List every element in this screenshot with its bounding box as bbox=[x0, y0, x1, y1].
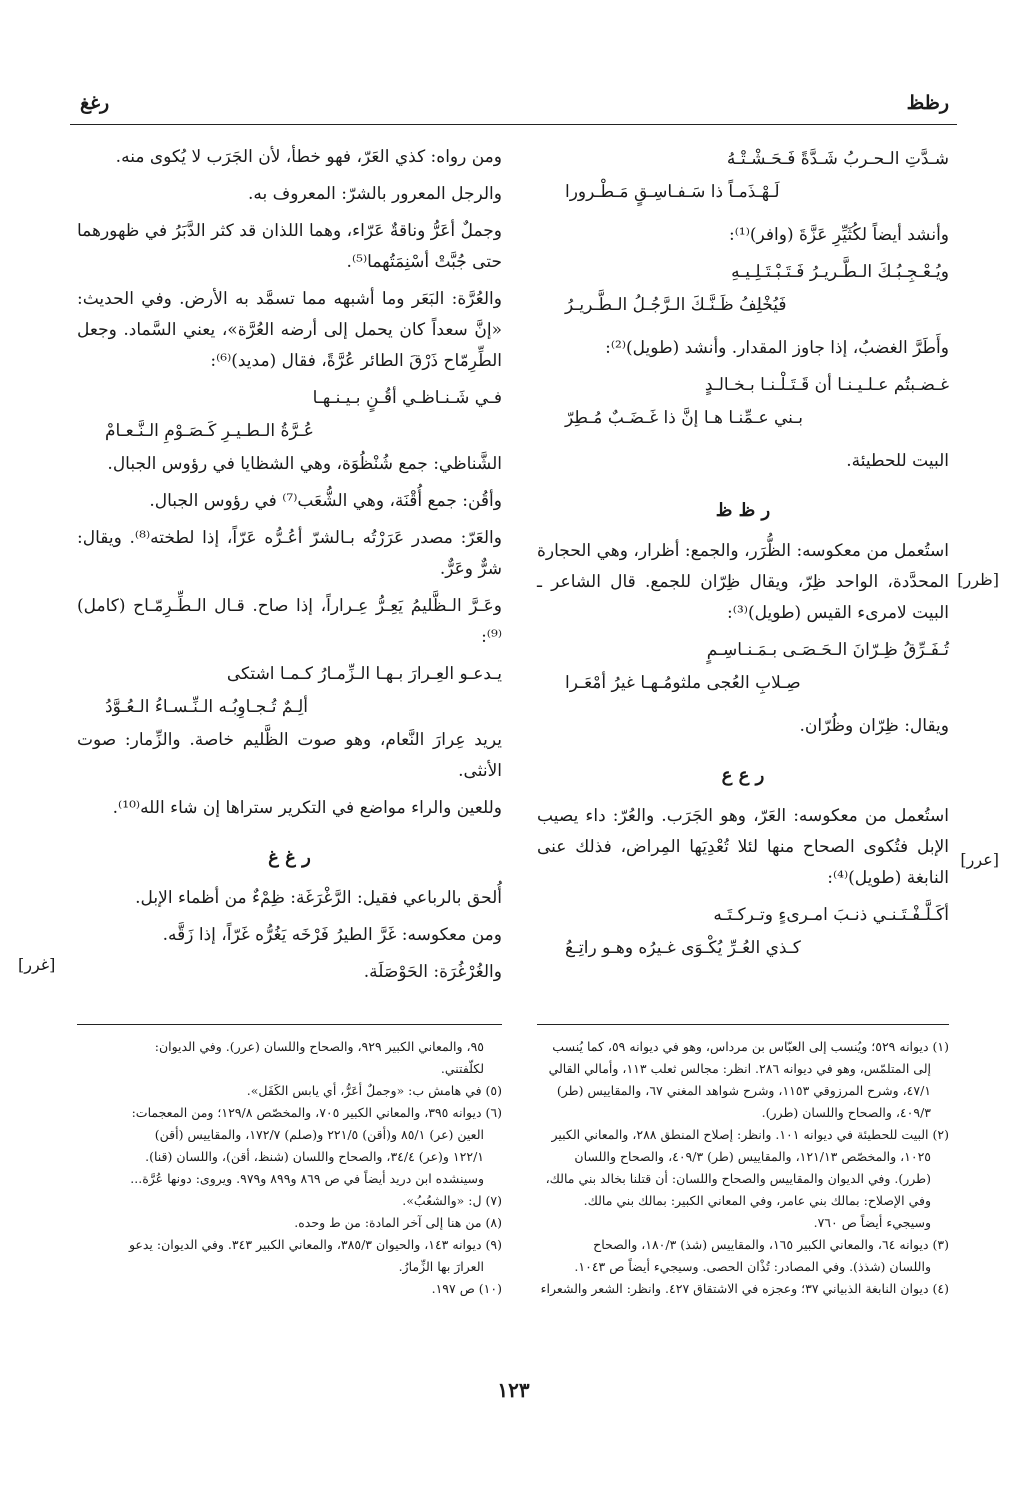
footnote-line: العرارَ بها الزِّمارُ. bbox=[398, 1259, 484, 1274]
paragraph: وأقُن: جمع أُقْنَة، وهي الشُّعَب⁽⁷⁾ في رؤوس الجبال. bbox=[149, 491, 502, 511]
left-column bbox=[77, 142, 502, 994]
footnote-rule bbox=[77, 1024, 502, 1025]
footnote-rule bbox=[537, 1024, 949, 1025]
paragraph: والعُرَّة: البَعَر وما أشبهه مما تسمَّد به الأرض. وفي الحديث: «إنَّ سعداً كان يحمل إلى أرضه العُرَّة»، يعني السَّماد. وجعل الطِّرِمّاح ذَرْقَ الطائر عُرَّةً، فقال (مديد)⁽⁶⁾: bbox=[77, 289, 502, 371]
verse-hemistich: غـضـبتُم عـلـيـنـا أن قَـتَـلْـنـا بـخـالـدٍ bbox=[704, 375, 949, 395]
paragraph: استُعمل من معكوسه: العَرّ، وهو الجَرَب. والعُرّ: داء يصيب الإبل فتُكوى الصحاح منها لئلا تُعْدِيَها المِراض، فذلك عنى النابغة (طويل)⁽⁴⁾: bbox=[537, 806, 949, 888]
footnote-line: (١) ديوانه ٥٢٩؛ ويُنسب إلى العبّاس بن مرداس، وهو في ديوانه ٥٩، كما يُنسب bbox=[552, 1039, 949, 1054]
paragraph: ومن معكوسه: غَرَّ الطيرُ فَرْخَه يَغُرُّه غَرّاً، إذا زَقَّه. bbox=[162, 925, 502, 945]
footnote-line: وفي الإصلاح: بمالك بني عامر، وفي المعاني الكبير: بمالك بني مالك. bbox=[583, 1193, 931, 1208]
verse-hemistich: عُـرَّةُ الـطـيـرِ كَـصَـوْمِ الـنَّـعـامْ bbox=[105, 421, 314, 441]
verse-hemistich: ويُـعْـجِـبُـكَ الـطَّـريـرُ فَـتَـبْـتَـلِـيـهِ bbox=[731, 262, 949, 282]
paragraph: ومن رواه: كذي العَرّ، فهو خطأ، لأن الجَرَب لا يُكوى منه. bbox=[115, 147, 502, 167]
paragraph: وأَطَرَّ الغضبُ، إذا جاوز المقدار. وأنشد (طويل)⁽²⁾: bbox=[605, 338, 949, 358]
paragraph: الشَّناظي: جمع شُنْظُوَة، وهي الشظايا في رؤوس الجبال. bbox=[107, 454, 502, 474]
right-column bbox=[537, 142, 949, 966]
footnote-line: ٤٧/١، وشرح المرزوقي ١١٥٣، وشرح شواهد المغني ٦٧، والمقاييس (طر) bbox=[556, 1083, 931, 1098]
paragraph: وعَـرَّ الـظَّليمُ يَعِـرُّ عِـراراً، إذا صاح. قـال الـطِّـرِمّـاح (كامل)⁽⁹⁾: bbox=[77, 596, 502, 647]
verse-hemistich: كـذي العُـرِّ يُكْـوَى غـيرُه وهـو راتِـعُ bbox=[565, 938, 801, 958]
footnote-line: (١٠) ص ١٩٧. bbox=[431, 1281, 502, 1296]
entry-tag: [عرر] bbox=[960, 850, 999, 869]
root-heading: ر غ غ bbox=[268, 847, 311, 868]
footnote-line: (٣) ديوانه ٦٤، والمعاني الكبير ١٦٥، والمقاييس (شذ) ١٨٠/٣، والصحاح bbox=[593, 1237, 949, 1252]
footnote-line: (٨) من هنا إلى آخر المادة: من ط وحده. bbox=[294, 1215, 502, 1230]
paragraph: البيت للحطيئة. bbox=[846, 451, 949, 471]
footnotes-left bbox=[77, 1036, 502, 1300]
paragraph: والغُرْغُرَة: الحَوْصَلَة. bbox=[363, 962, 502, 982]
footnote-line: ١٠٢٥، والمخصّص ١٢١/١٣، والمقاييس (طر) ٤٠٩/٣، والصحاح واللسان bbox=[574, 1149, 931, 1164]
paragraph: والعَرّ: مصدر عَرَرْتُه بـالشرّ أعُـرُّه عَرّاً، إذا لطخته⁽⁸⁾. ويقال: شرٌّ وعَرٌّ. bbox=[77, 528, 502, 579]
footnote-line: وسينشده ابن دريد أيضاً في ص ٨٦٩ و٨٩٩ و٩٧٩. ويروى: دونها عُرَّة... bbox=[130, 1171, 484, 1186]
footnote-line: لكلّفتني. bbox=[440, 1061, 484, 1076]
footnote-line: (٤) ديوان النابغة الذبياني ٣٧؛ وعجزه في الاشتقاق ٤٢٧. وانظر: الشعر والشعراء bbox=[540, 1281, 949, 1296]
footnote-line: ٤٠٩/٣، والصحاح واللسان (طرر). bbox=[761, 1105, 931, 1120]
footnote-line: العين (عر) ٨٥/١ و(أقن) ٢٢١/٥ و(صلم) ١٧٢/٧، والمقاييس (أقن) bbox=[154, 1127, 484, 1142]
paragraph: استُعمل من معكوسه: الظُّرَر، والجمع: أظرار، وهي الحجارة المحدَّدة، الواحد ظِرّ، ويقال ظِرّان للجمع. قال الشاعر ـ البيت لامرىء القيس (طويل)⁽³⁾: bbox=[537, 541, 949, 623]
verse-hemistich: أكَـلَّـفْـتَـنـي ذنـبَ امـرىءٍ وتـركـتَـه bbox=[713, 905, 949, 925]
paragraph: أُلحق بالرباعي فقيل: الرَّغْرَغَة: ظِمْءٌ من أظماء الإبل. bbox=[135, 888, 502, 908]
footnote-line: (٥) في هامش ب: «وجملٌ أعَرُّ، أي يابس الكَفَل». bbox=[246, 1083, 502, 1098]
verse-hemistich: تُـفَـرِّقُ ظِـرّانَ الـحَـصَـى بـمَـنـاسِـمٍ bbox=[706, 640, 949, 660]
running-header-right: رظظ bbox=[906, 92, 949, 114]
verse-hemistich: فـي شَـنـاظـي أقُـنٍ بـيـنـهـا bbox=[312, 388, 502, 408]
verse-hemistich: شـدَّتِ الـحـربُ شَـدَّةً فَـحَـشْـتْـهُ bbox=[726, 149, 949, 169]
footnote-line: وسيجيء أيضاً ص ٧٦٠. bbox=[813, 1215, 931, 1230]
footnote-line: واللسان (شذذ). وفي المصادر: تُذْان الحصى. وسيجيء أيضاً ص ١٠٤٣. bbox=[574, 1259, 931, 1274]
paragraph: يريد عِرارَ النَّعام، وهو صوت الظَّليم خاصة. والزِّمار: صوت الأنثى. bbox=[77, 730, 502, 781]
footnote-line: (٩) ديوانه ١٤٣، والحيوان ٣٨٥/٣، والمعاني الكبير ٣٤٣. وفي الديوان: يدعو bbox=[128, 1237, 502, 1252]
footnote-line: (٧) ل: «والشعُبُ». bbox=[402, 1193, 502, 1208]
entry-tag: [غرر] bbox=[18, 955, 56, 974]
footnotes-right bbox=[537, 1036, 949, 1300]
paragraph: وجملٌ أعَرُّ وناقةٌ عَرّاء، وهما اللذان قد كثر الدَّبَرُ في ظهورهما حتى جُبَّتْ أسْنِمَتُهما⁽⁵⁾. bbox=[77, 221, 502, 272]
paragraph: ويقال: ظِرّان وظُرّان. bbox=[799, 716, 949, 736]
footnote-line: ٩٥، والمعاني الكبير ٩٢٩، والصحاح واللسان (عرر). وفي الديوان: bbox=[154, 1039, 484, 1054]
verse-hemistich: ألِـمٌ تُـجـاوِبُـه الـنِّـسـاءُ الـعُـوَّدُ bbox=[105, 697, 309, 717]
footnote-line: (طرر). وفي الديوان والمقاييس والصحاح واللسان: أن قتلنا بخالد بني مالك، bbox=[545, 1171, 931, 1186]
verse-hemistich: فَيُخْلِفُ ظَـنَّـكَ الـرَّجُـلُ الـطَّـريـرُ bbox=[565, 295, 787, 315]
verse-hemistich: صِـلابِ العُجى ملثومُـهـا غيرُ أمْعَـرا bbox=[565, 673, 801, 693]
page-number: ١٢٣ bbox=[497, 1378, 530, 1402]
running-header-left: رغغ bbox=[80, 92, 110, 114]
footnote-line: (٦) ديوانه ٣٩٥، والمعاني الكبير ٧٠٥، والمخصّص ١٢٩/٨؛ ومن المعجمات: bbox=[131, 1105, 502, 1120]
entry-tag: [ظرر] bbox=[957, 570, 999, 589]
paragraph: والرجل المعرور بالشرّ: المعروف به. bbox=[248, 184, 502, 204]
footnote-line: إلى المتلمّس، وهو في ديوانه ٢٨٦. انظر: مجالس ثعلب ١١٣، وأمالي القالي bbox=[548, 1061, 931, 1076]
verse-hemistich: بـني عـمِّنـا هـا إنَّ ذا غَـضَـبٌ مُـطِرّ bbox=[565, 408, 803, 428]
paragraph: وأنشد أيضاً لكُثَيِّرِ عَزَّةَ (وافر)⁽¹⁾: bbox=[729, 225, 949, 245]
verse-hemistich: يـدعـو العِـرارَ بـهـا الـزِّمـارُ كـمـا اشتكى bbox=[226, 664, 502, 684]
footnote-line: (٢) البيت للحطيئة في ديوانه ١٠١. وانظر: إصلاح المنطق ٢٨٨، والمعاني الكبير bbox=[551, 1127, 949, 1142]
root-heading: ر ع ع bbox=[721, 765, 765, 786]
root-heading: ر ظ ظ bbox=[715, 500, 771, 521]
footnote-line: ١٢٢/١ و(عر) ٣٤/٤، والصحاح واللسان (شنظ، أقن)، واللسان (قنا). bbox=[145, 1149, 484, 1164]
header-rule bbox=[70, 124, 957, 125]
paragraph: وللعين والراء مواضع في التكرير ستراها إن شاء الله⁽¹⁰⁾. bbox=[112, 798, 502, 818]
verse-hemistich: لَـهْـذَمـاً ذا سَـفـاسِـقٍ مَـطْـرورا bbox=[565, 182, 780, 202]
